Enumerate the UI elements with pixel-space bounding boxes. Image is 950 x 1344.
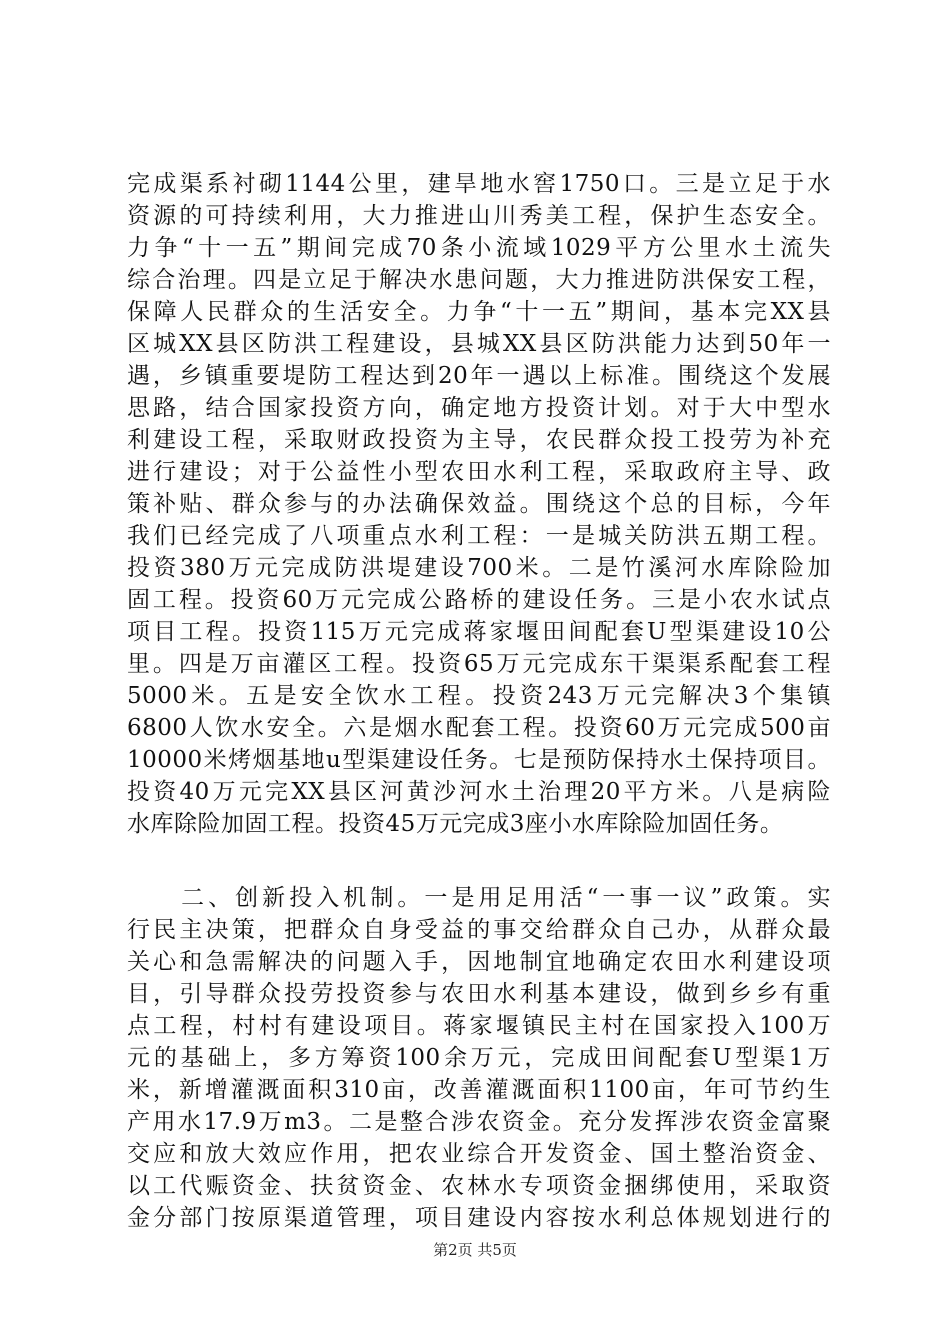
text-line: 综合治理。四是立足于解决水患问题，大力推进防洪保安工程， [127,267,831,293]
text-line: 5000米。五是安全饮水工程。投资243万元完解决3个集镇 [127,683,831,709]
paragraph-1 [127,168,831,840]
text-line: 米，新增灌溉面积310亩，改善灌溉面积1100亩，年可节约生 [127,1077,831,1103]
text-line: 区城XX县区防洪工程建设，县城XX县区防洪能力达到50年一 [127,331,831,357]
text-line: 二、创新投入机制。一是用足用活“一事一议”政策。实 [127,885,831,911]
text-line: 我们已经完成了八项重点水利工程：一是城关防洪五期工程。 [127,523,831,549]
text-line: 策补贴、群众参与的办法确保效益。围绕这个总的目标，今年 [127,491,831,517]
text-line: 保障人民群众的生活安全。力争“十一五”期间，基本完XX县 [127,299,831,325]
text-line: 金分部门按原渠道管理，项目建设内容按水利总体规划进行的 [127,1205,831,1231]
text-line: 完成渠系衬砌1144公里，建旱地水窖1750口。三是立足于水 [127,171,831,197]
text-line: 利建设工程，采取财政投资为主导，农民群众投工投劳为补充 [127,427,831,453]
text-line: 元的基础上，多方筹资100余万元，完成田间配套U型渠1万 [127,1045,831,1071]
text-line: 产用水17.9万m3。二是整合涉农资金。充分发挥涉农资金富聚 [127,1109,831,1135]
text-line: 以工代赈资金、扶贫资金、农林水专项资金捆绑使用，采取资 [127,1173,831,1199]
document-body [127,168,831,1234]
paragraph-spacer [127,840,831,882]
text-line: 关心和急需解决的问题入手，因地制宜地确定农田水利建设项 [127,949,831,975]
text-line: 交应和放大效应作用，把农业综合开发资金、国土整治资金、 [127,1141,831,1167]
text-line: 力争“十一五”期间完成70条小流域1029平方公里水土流失 [127,235,831,261]
text-line: 资源的可持续利用，大力推进山川秀美工程，保护生态安全。 [127,203,831,229]
page-footer: 第2页 共5页 [433,1241,517,1259]
text-line: 6800人饮水安全。六是烟水配套工程。投资60万元完成500亩 [127,715,831,741]
text-line: 进行建设；对于公益性小型农田水利工程，采取政府主导、政 [127,459,831,485]
text-line: 项目工程。投资115万元完成蒋家堰田间配套U型渠建设10公 [127,619,831,645]
text-line: 固工程。投资60万元完成公路桥的建设任务。三是小农水试点 [127,587,831,613]
paragraph-2 [127,882,831,1234]
text-line: 目，引导群众投劳投资参与农田水利基本建设，做到乡乡有重 [127,981,831,1007]
text-line: 10000米烤烟基地u型渠建设任务。七是预防保持水土保持项目。 [127,747,831,773]
text-line: 里。四是万亩灌区工程。投资65万元完成东干渠渠系配套工程 [127,651,831,677]
text-line: 行民主决策，把群众自身受益的事交给群众自己办，从群众最 [127,917,831,943]
text-line: 投资380万元完成防洪堤建设700米。二是竹溪河水库除险加 [127,555,831,581]
text-line: 思路，结合国家投资方向，确定地方投资计划。对于大中型水 [127,395,831,421]
text-line: 遇，乡镇重要堤防工程达到20年一遇以上标准。围绕这个发展 [127,363,831,389]
text-line: 投资40万元完XX县区河黄沙河水土治理20平方米。八是病险 [127,779,831,805]
text-line: 点工程，村村有建设项目。蒋家堰镇民主村在国家投入100万 [127,1013,831,1039]
text-line: 水库除险加固工程。投资45万元完成3座小水库除险加固任务。 [127,811,784,837]
